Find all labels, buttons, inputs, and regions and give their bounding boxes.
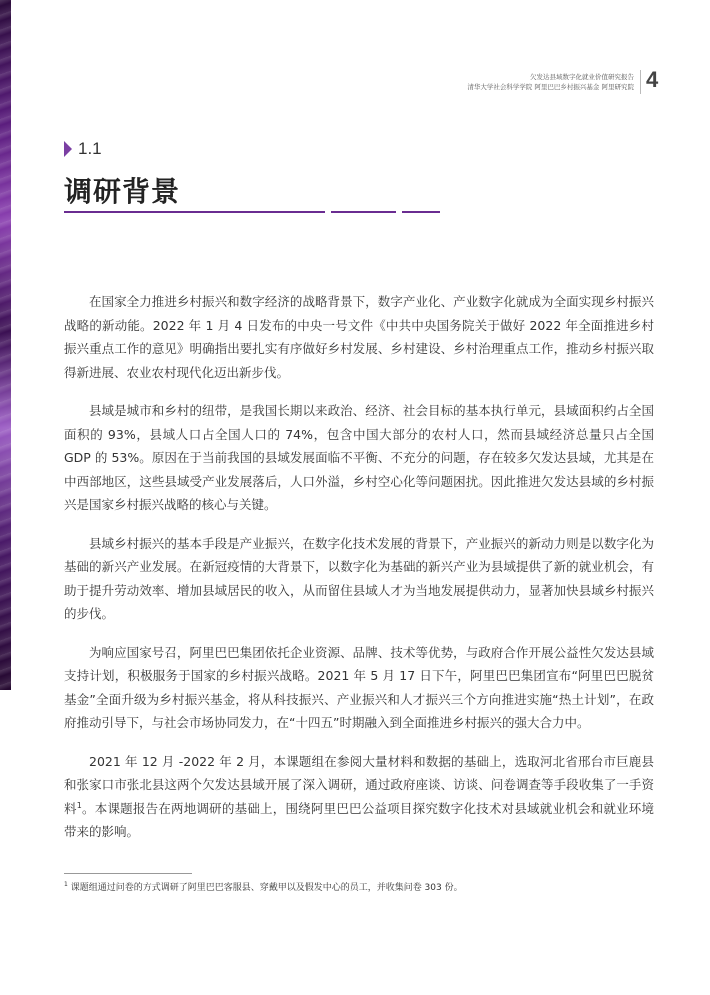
- footnote: [64, 880, 463, 893]
- institutions-line: 清华大学社会科学学院 阿里巴巴乡村振兴基金 阿里研究院: [467, 83, 634, 91]
- section-number-row: [64, 139, 102, 159]
- section-number: 1.1: [78, 139, 102, 158]
- paragraph-3: 县域乡村振兴的基本手段是产业振兴，在数字化技术发展的背景下，产业振兴的新动力则是以数字化为基础的新兴产业发展。在新冠疫情的大背景下，以数字化为基础的新兴产业为县域提供了新的就业机会，有助于提升劳动效率、增加县域居民的收入，从而留住县域人才为当地发展提供动力，显著加快县域乡村振兴的步伐。: [64, 535, 654, 621]
- title-underline-1: [64, 211, 325, 213]
- section-title: 调研背景: [64, 175, 181, 208]
- page-header: [467, 72, 634, 92]
- chevron-right-icon: [64, 141, 72, 157]
- body-text: [64, 290, 654, 859]
- paragraph-5-text-end: 。本课题报告在两地调研的基础上，围绕阿里巴巴公益项目探究数字化技术对县域就业机会和就业环境带来的影响。: [64, 800, 654, 839]
- footnote-divider: [64, 873, 192, 874]
- decorative-side-strip: [0, 0, 11, 690]
- title-underline-2: [331, 211, 396, 213]
- report-title: 欠发达县域数字化就业价值研究报告: [530, 73, 634, 81]
- paragraph-4: 为响应国家号召，阿里巴巴集团依托企业资源、品牌、技术等优势，与政府合作开展公益性欠发达县域支持计划，积极服务于国家的乡村振兴战略。2021 年 5 月 17 日下午，阿里巴巴集团宣布“阿里巴巴脱贫基金”全面升级为乡村振兴基金，将从科技振兴、产业振兴和人才振兴三个方向推进实施“热土计划”，在政府推动引导下，与社会市场协同发力，在“十四五”时期融入到全面推进乡村振兴的强大合力中。: [64, 644, 654, 730]
- page-number: 4: [646, 67, 659, 92]
- header-divider: [640, 70, 641, 94]
- title-underline-3: [402, 211, 440, 213]
- paragraph-5: [64, 750, 654, 844]
- paragraph-1: 在国家全力推进乡村振兴和数字经济的战略背景下，数字产业化、产业数字化就成为全面实现乡村振兴战略的新动能。2022 年 1 月 4 日发布的中央一号文件《中共中央国务院关于做好 2022 年全面推进乡村振兴重点工作的意见》明确指出要扎实有序做好乡村发展、乡村建设、乡村治理重点工作，推动乡村振兴取得新进展、农业农村现代化迈出新步伐。: [64, 294, 654, 380]
- paragraph-2: 县域是城市和乡村的纽带，是我国长期以来政治、经济、社会目标的基本执行单元，县域面积约占全国面积的 93%，县域人口占全国人口的 74%，包含中国大部分的农村人口，然而县域经济总量只占全国 GDP 的 53%。原因在于当前我国的县域发展面临不平衡、不充分的问题，存在较多欠发达县域，尤其是在中西部地区，这些县域受产业发展落后，人口外溢，乡村空心化等问题困扰。因此推进欠发达县域的乡村振兴是国家乡村振兴战略的核心与关键。: [64, 403, 654, 512]
- paragraph-5-text: 2021 年 12 月 -2022 年 2 月，本课题组在参阅大量材料和数据的基础上，选取河北省邢台市巨鹿县和张家口市张北县这两个欠发达县域开展了深入调研，通过政府座谈、访谈、问卷调查等手段收集了一手资料: [64, 753, 654, 816]
- footnote-marker: 1: [64, 881, 68, 888]
- footnote-reference[interactable]: 1: [76, 800, 82, 810]
- footnote-text: 课题组通过问卷的方式调研了阿里巴巴客服县、穿戴甲以及假发中心的员工，并收集问卷 303 份。: [67, 883, 463, 893]
